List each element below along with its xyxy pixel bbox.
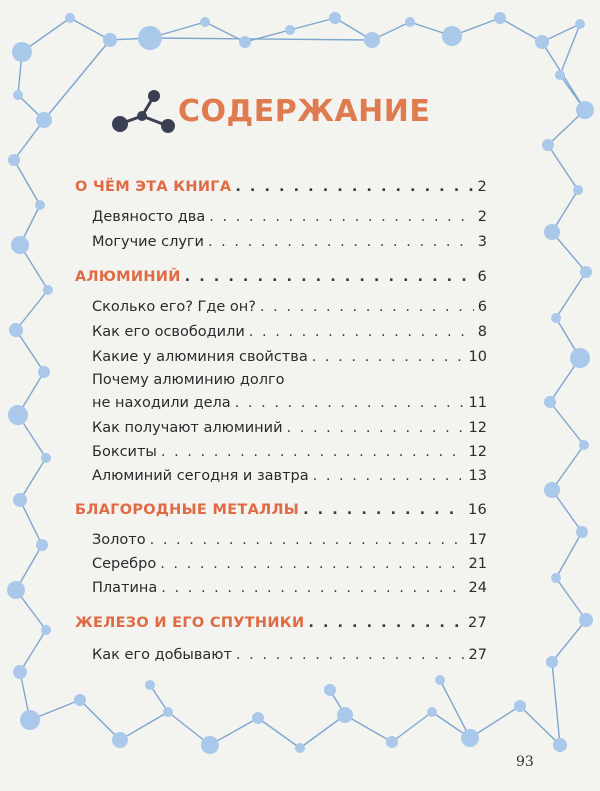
molecule-atom <box>546 656 558 668</box>
molecule-atom <box>35 200 45 210</box>
molecule-atom <box>579 613 593 627</box>
toc-section <box>75 614 487 632</box>
molecule-atom <box>295 743 305 753</box>
toc-page-number: 16 <box>467 502 487 518</box>
dot-leader <box>209 208 474 226</box>
molecule-atom <box>427 707 437 717</box>
molecule-atom <box>65 13 75 23</box>
toc-page-number: 8 <box>477 324 487 340</box>
molecule-bond <box>80 700 120 740</box>
dot-leader <box>161 579 464 597</box>
molecule-atom <box>576 526 588 538</box>
toc-label: ЖЕЛЕЗО И ЕГО СПУТНИКИ <box>75 615 305 631</box>
molecule-atom <box>514 700 526 712</box>
molecule-atom <box>579 440 589 450</box>
dot-leader <box>161 443 465 461</box>
molecule-atom <box>7 581 25 599</box>
molecule-bond <box>500 18 542 42</box>
molecule-atom <box>535 35 549 49</box>
toc-entry <box>75 419 487 437</box>
dot-leader <box>208 233 474 251</box>
molecule-bond <box>20 458 46 500</box>
title-block <box>108 88 431 138</box>
toc-label: Бокситы <box>92 444 157 460</box>
toc-page-number: 12 <box>468 420 487 436</box>
molecule-atom <box>163 707 173 717</box>
molecule-atom <box>544 224 560 240</box>
dot-leader <box>313 467 465 485</box>
molecule-atom <box>576 101 594 119</box>
molecule-atom <box>337 707 353 723</box>
page-title: СОДЕРЖАНИЕ <box>178 94 431 129</box>
dot-leader <box>150 531 465 549</box>
toc-page-number: 27 <box>467 615 487 631</box>
molecule-bond <box>550 402 584 445</box>
toc-page-number: 6 <box>477 269 487 285</box>
molecule-atom <box>138 26 162 50</box>
toc-page-number: 17 <box>468 532 487 548</box>
toc-page-number: 21 <box>468 556 487 572</box>
molecule-atom <box>285 25 295 35</box>
dot-leader <box>235 178 473 196</box>
molecule-bond <box>16 290 48 330</box>
page-number: 93 <box>516 754 534 770</box>
toc-section <box>75 268 487 286</box>
toc-label: Серебро <box>92 556 157 572</box>
molecule-atom <box>435 675 445 685</box>
molecule-icon <box>108 88 178 138</box>
toc-page-number: 10 <box>468 349 487 365</box>
toc-label: БЛАГОРОДНЫЕ МЕТАЛЛЫ <box>75 502 300 518</box>
dot-leader <box>185 268 474 286</box>
molecule-bond <box>552 620 586 662</box>
molecule-bond <box>150 38 372 40</box>
molecule-atom <box>12 42 32 62</box>
molecule-atom <box>580 266 592 278</box>
toc-entry <box>75 579 487 597</box>
molecule-atom <box>41 453 51 463</box>
toc-entry <box>75 371 487 389</box>
toc-entry <box>75 467 487 485</box>
molecule-bond <box>440 680 470 738</box>
dot-leader <box>308 614 464 632</box>
molecule-bond <box>552 445 584 490</box>
molecule-atom <box>555 70 565 80</box>
molecule-atom <box>36 539 48 551</box>
toc-page-number: 12 <box>468 444 487 460</box>
molecule-bond <box>392 712 432 742</box>
molecule-bond <box>44 40 110 120</box>
toc-section <box>75 178 487 196</box>
molecule-bond <box>548 145 578 190</box>
molecule-atom <box>575 19 585 29</box>
toc-label: Золото <box>92 532 146 548</box>
molecule-bond <box>258 718 300 748</box>
molecule-bond <box>14 160 40 205</box>
toc-entry <box>75 298 487 316</box>
toc-label: Могучие слуги <box>92 234 204 250</box>
molecule-bond <box>345 715 392 742</box>
molecule-atom <box>324 684 336 696</box>
toc-page-number: 11 <box>468 395 487 411</box>
molecule-bond <box>290 18 335 30</box>
toc-label: АЛЮМИНИЙ <box>75 269 181 285</box>
molecule-bond <box>552 662 560 745</box>
molecule-atom <box>200 17 210 27</box>
toc-page-number: 24 <box>468 580 487 596</box>
dot-leader <box>160 555 464 573</box>
molecule-atom <box>13 90 23 100</box>
toc-label: Какие у алюминия свойства <box>92 349 308 365</box>
toc-label: Сколько его? Где он? <box>92 299 256 315</box>
toc-page-number: 6 <box>477 299 487 315</box>
molecule-atom <box>8 405 28 425</box>
molecule-atom <box>551 573 561 583</box>
molecule-atom <box>544 482 560 498</box>
molecule-atom <box>252 712 264 724</box>
molecule-atom <box>329 12 341 24</box>
toc-label: Как получают алюминий <box>92 420 283 436</box>
molecule-bond <box>556 532 582 578</box>
molecule-atom <box>112 732 128 748</box>
molecule-bond <box>300 715 345 748</box>
toc-page-number: 3 <box>477 234 487 250</box>
molecule-atom <box>570 348 590 368</box>
molecule-atom <box>13 493 27 507</box>
molecule-atom <box>43 285 53 295</box>
dot-leader <box>235 394 465 412</box>
toc-label: не находили дела <box>92 395 231 411</box>
molecule-atom <box>20 710 40 730</box>
toc-entry <box>75 443 487 461</box>
toc-page-number: 2 <box>477 209 487 225</box>
toc-label: Алюминий сегодня и завтра <box>92 468 309 484</box>
molecule-atom <box>11 236 29 254</box>
toc-entry <box>75 394 487 412</box>
molecule-bond <box>120 712 168 740</box>
toc-page-number: 2 <box>477 179 487 195</box>
toc-label: Почему алюминию долго <box>92 372 285 388</box>
molecule-bond <box>20 630 46 672</box>
toc-label: Как его освободили <box>92 324 245 340</box>
toc-section <box>75 501 487 519</box>
toc-label: Девяносто два <box>92 209 206 225</box>
toc-entry <box>75 555 487 573</box>
molecule-atom <box>573 185 583 195</box>
dot-leader <box>287 419 465 437</box>
molecule-atom <box>553 738 567 752</box>
molecule-bond <box>245 30 290 42</box>
toc-entry <box>75 208 487 226</box>
toc-entry <box>75 323 487 341</box>
molecule-atom <box>442 26 462 46</box>
molecule-atom <box>544 396 556 408</box>
molecule-atom <box>542 139 554 151</box>
toc-label: О ЧЁМ ЭТА КНИГА <box>75 179 232 195</box>
molecule-atom <box>494 12 506 24</box>
dot-leader <box>303 501 464 519</box>
molecule-atom <box>41 625 51 635</box>
molecule-atom <box>38 366 50 378</box>
toc-entry <box>75 531 487 549</box>
molecule-atom <box>461 729 479 747</box>
toc-page-number: 13 <box>468 468 487 484</box>
molecule-atom <box>13 665 27 679</box>
molecule-atom <box>8 154 20 166</box>
molecule-bond <box>556 578 586 620</box>
molecule-atom <box>9 323 23 337</box>
molecule-atom <box>551 313 561 323</box>
molecule-atom <box>239 36 251 48</box>
molecule-atom <box>145 680 155 690</box>
molecule-atom <box>103 33 117 47</box>
molecule-atom <box>405 17 415 27</box>
molecule-bond <box>556 272 586 318</box>
dot-leader <box>312 348 465 366</box>
molecule-atom <box>386 736 398 748</box>
molecule-atom <box>36 112 52 128</box>
toc-entry <box>75 233 487 251</box>
toc-entry <box>75 646 487 664</box>
toc-entry <box>75 348 487 366</box>
molecule-bond <box>20 500 42 545</box>
molecule-bond <box>520 706 560 745</box>
toc-label: Как его добывают <box>92 647 232 663</box>
toc-page-number: 27 <box>468 647 487 663</box>
dot-leader <box>249 323 474 341</box>
dot-leader <box>236 646 465 664</box>
molecule-atom <box>74 694 86 706</box>
dot-leader <box>260 298 474 316</box>
molecule-atom <box>364 32 380 48</box>
molecule-bond <box>16 330 44 372</box>
molecule-atom <box>201 736 219 754</box>
toc-label: Платина <box>92 580 158 596</box>
